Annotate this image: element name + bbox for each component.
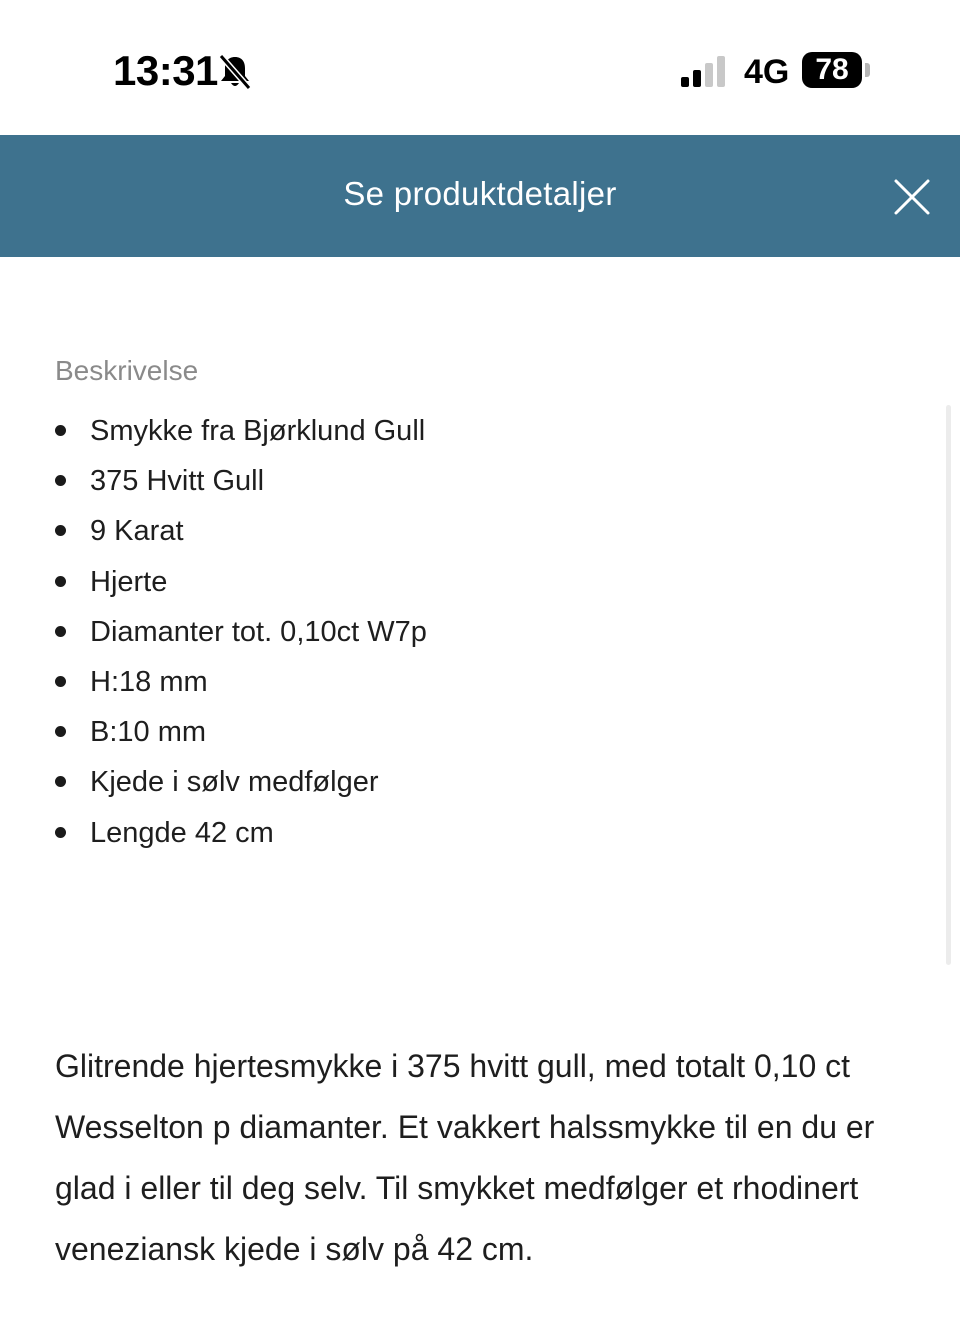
list-item <box>0 460 900 510</box>
status-bar <box>0 0 960 135</box>
bullet-icon <box>55 776 66 787</box>
bullet-icon <box>55 525 66 536</box>
bullet-icon <box>55 726 66 737</box>
list-item <box>0 812 900 862</box>
list-item <box>0 711 900 761</box>
battery-cap <box>865 63 870 77</box>
feature-text: 9 Karat <box>90 515 184 548</box>
feature-text: H:18 mm <box>90 665 208 698</box>
feature-list <box>0 410 900 862</box>
cellular-signal-icon <box>680 55 730 87</box>
network-type: 4G <box>744 53 790 91</box>
feature-text: B:10 mm <box>90 716 207 749</box>
list-item <box>0 661 900 711</box>
product-description: Glitrende hjertesmykke i 375 hvitt gull, med totalt 0,10 ct Wesselton p diamanter. Et vakkert halssmykke til en du er glad i eller til deg selv. Til smykket medfølger et rhodinert veneziansk kjede i sølv på 42 cm. <box>55 1048 875 1267</box>
list-item <box>0 510 900 560</box>
bullet-icon <box>55 827 66 838</box>
bullet-icon <box>55 626 66 637</box>
bullet-icon <box>55 425 66 436</box>
status-time: 13:31 <box>113 47 218 94</box>
bell-slash-icon <box>218 54 252 90</box>
feature-text: Kjede i sølv medfølger <box>90 766 379 799</box>
feature-text: Hjerte <box>90 565 168 598</box>
list-item <box>0 410 900 460</box>
bullet-icon <box>55 576 66 587</box>
feature-text: 375 Hvitt Gull <box>90 465 265 498</box>
scrollbar[interactable] <box>946 405 951 965</box>
list-item <box>0 561 900 611</box>
description-heading: Beskrivelse <box>55 355 199 386</box>
modal-header <box>0 135 960 257</box>
modal-title: Se produktdetaljer <box>343 175 617 212</box>
feature-text: Smykke fra Bjørklund Gull <box>90 415 426 447</box>
feature-text: Lengde 42 cm <box>90 816 274 849</box>
list-item <box>0 761 900 811</box>
feature-text: Diamanter tot. 0,10ct W7p <box>90 615 427 648</box>
bullet-icon <box>55 676 66 687</box>
list-item <box>0 611 900 661</box>
battery-icon: 78 <box>802 52 862 88</box>
bullet-icon <box>55 475 66 486</box>
close-icon[interactable] <box>890 175 934 219</box>
